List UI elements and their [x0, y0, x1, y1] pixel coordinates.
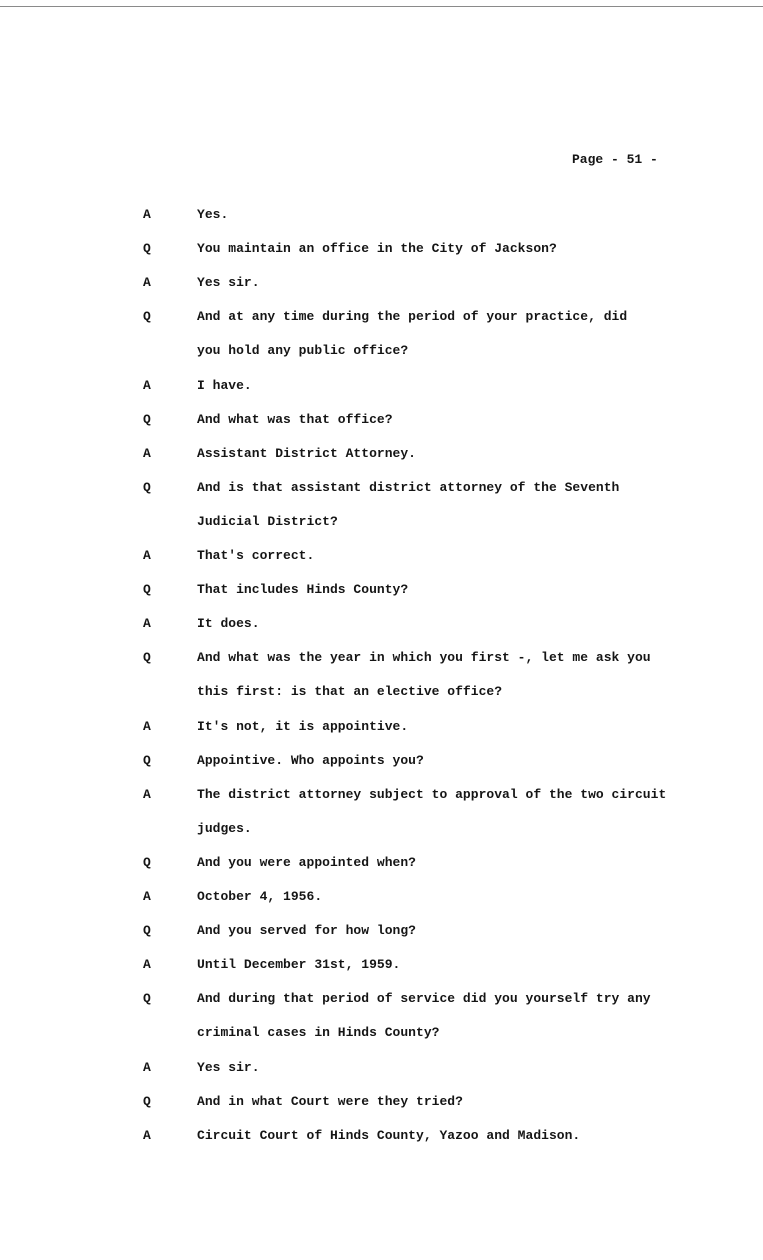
- answer-marker: A: [143, 207, 151, 222]
- transcript-line: this first: is that an elective office?: [197, 684, 503, 700]
- answer-marker: A: [143, 1127, 151, 1143]
- transcript-line: judges.: [197, 820, 252, 836]
- answer-marker: A: [143, 889, 151, 904]
- transcript-line: Yes sir.: [197, 1059, 260, 1075]
- transcript-line: It does.: [197, 616, 260, 632]
- answer-marker: A: [143, 377, 151, 393]
- answer-marker: A: [143, 957, 151, 973]
- transcript-line: I have.: [197, 377, 252, 393]
- transcript-line: And during that period of service did you yourself try any: [197, 991, 651, 1007]
- transcript-line: That's correct.: [197, 548, 315, 563]
- answer-marker: A: [143, 718, 151, 734]
- answer-marker: A: [143, 786, 151, 802]
- transcript-line: And what was that office?: [197, 411, 393, 427]
- question-marker: Q: [143, 479, 151, 495]
- transcript-line: It's not, it is appointive.: [197, 718, 409, 734]
- transcript-line: And what was the year in which you first -, let me ask you: [197, 650, 651, 666]
- transcript-line: Yes sir.: [197, 275, 260, 291]
- transcript-line: Judicial District?: [197, 513, 338, 529]
- question-marker: Q: [143, 854, 151, 870]
- answer-marker: A: [143, 616, 151, 632]
- transcript-line: you hold any public office?: [197, 343, 409, 359]
- answer-marker: A: [143, 548, 151, 563]
- question-marker: Q: [143, 309, 151, 325]
- transcript-line: criminal cases in Hinds County?: [197, 1025, 440, 1041]
- page-number: Page - 51 -: [572, 152, 658, 167]
- transcript-line: October 4, 1956.: [197, 889, 323, 904]
- answer-marker: A: [143, 1059, 151, 1075]
- question-marker: Q: [143, 411, 151, 427]
- question-marker: Q: [143, 241, 151, 257]
- transcript-line: And you served for how long?: [197, 923, 416, 939]
- question-marker: Q: [143, 1093, 151, 1109]
- question-marker: Q: [143, 923, 151, 939]
- transcript-line: Yes.: [197, 207, 229, 222]
- question-marker: Q: [143, 650, 151, 666]
- transcript-line: That includes Hinds County?: [197, 582, 409, 598]
- transcript-line: And at any time during the period of your practice, did: [197, 309, 628, 325]
- transcript-line: Assistant District Attorney.: [197, 445, 416, 461]
- transcript-line: Circuit Court of Hinds County, Yazoo and Madison.: [197, 1127, 581, 1143]
- transcript-line: Appointive. Who appoints you?: [197, 752, 424, 768]
- transcript-line: The district attorney subject to approval of the two circuit: [197, 786, 667, 802]
- transcript-line: And is that assistant district attorney of the Seventh: [197, 479, 620, 495]
- answer-marker: A: [143, 275, 151, 291]
- answer-marker: A: [143, 445, 151, 461]
- transcript-line: Until December 31st, 1959.: [197, 957, 401, 973]
- transcript-line: You maintain an office in the City of Jackson?: [197, 241, 557, 257]
- question-marker: Q: [143, 991, 151, 1007]
- transcript-line: And in what Court were they tried?: [197, 1093, 463, 1109]
- question-marker: Q: [143, 752, 151, 768]
- transcript-line: And you were appointed when?: [197, 854, 416, 870]
- question-marker: Q: [143, 582, 151, 598]
